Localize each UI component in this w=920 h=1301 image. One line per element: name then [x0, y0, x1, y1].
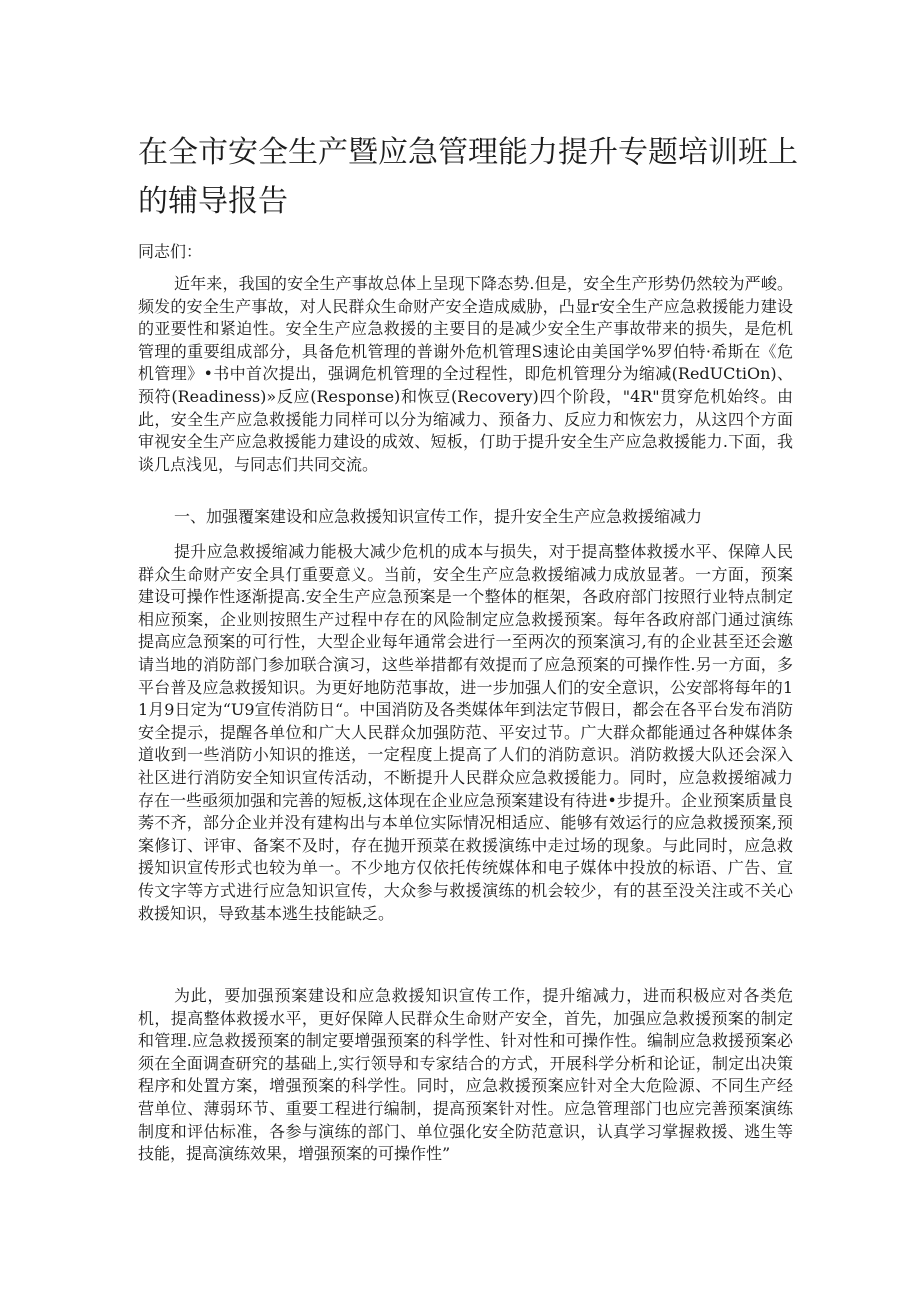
document-title: 在全市安全生产暨应急管理能力提升专题培训班上的辅导报告 — [138, 135, 798, 219]
paragraph-intro: 近年来，我国的安全生产事故总体上呈现下降态势.但是，安全生产形势仍然较为严峻。频发的安全生产事故，对人民群众生命财产安全造成威胁，凸显r安全生产应急救援能力建设的亚要性和紧迫性。安全生产应急救援的主要目的是减少安全生产事故带来的损失，是危机管理的重要组成部分，具备危机管理的普谢外危机管理S速论由美国学%罗伯特·希斯在《危机管理》•书中首次提出，强调危机管理的全过程性，即危机管理分为缩减(RedUCtiOn)、预符(Readiness)»反应(Response)和恢豆(Recovery)四个阶段，"4R"贯穿危机始终。由此，安全生产应急救援能力同样可以分为缩减力、预备力、反应力和恢宏力，从这四个方面审视安全生产应急救援能力建设的成效、短板，仃助于提升安全生产应急救援能力.下面，我谈几点浅见，与同志们共同交流。 — [138, 274, 793, 474]
paragraph-section-1-measures: 为此，要加强预案建设和应急救援知识宣传工作，提升缩减力，进而积极应对各类危机，提高整体救援水平，更好保障人民群众生命财产安全，首先，加强应急救援预案的制定和管理.应急救援预案的制定要增强预案的科学性、针对性和可操作性。编制应急救援预案必须在全面调查研究的基础上,实行领导和专家结合的方式，开展科学分析和论证，制定出决策程序和处置方案，增强预案的科学性。同时，应急救援预案应针对全大危险源、不同生产经营单位、薄弱环节、重要工程进行编制，提高预案针对性。应急管理部门也应完善预案演练制度和评估标准，各参与演练的部门、单位强化安全防范意识，认真学习掌握救援、逃生等技能，提高演练效果，增强预案的可操作性” — [138, 986, 793, 1164]
section-heading-1: 一、加强覆案建设和应急救援知识宣传工作，提升安全生产应急救援缩减力 — [174, 507, 703, 526]
paragraph-section-1-body: 提升应急救援缩减力能极大减少危机的成本与损失，对于提高整体救援水平、保障人民群众生命财产安全具仃重要意义。当前，安全生产应急救援缩减力成放显著。一方面，预案建设可操作性逐渐提高.安全生产应急预案是一个整体的框架，各政府部门按照行业特点制定相应预案，企业则按照生产过程中存在的风险制定应急救援预案。每年各政府部门通过演练提高应急预案的可行性，大型企业每年通常会进行一至两次的预案演习,有的企业甚至还会邀请当地的消防部门参加联合演习，这些举措都有效提而了应急预案的可操作性.另一方面，多平台普及应急救援知识。为更好地防范事故，进一步加强人们的安全意识，公安部将每年的11月9日定为“U9宣传消防日“。中国消防及各类媒体年到法定节假日，都会在各平台发布消防安全提示，提醒各单位和广大人民群众加强防范、平安过节。广大群众都能通过各种媒体条道收到一些消防小知识的推送，一定程度上提高了人们的消防意识。消防救援大队还会深入社区进行消防安全知识宣传活动，不断提升人民群众应急救援能力。同时，应急救援缩减力存在一些亟须加强和完善的短板,这体现在企业应急预案建设有待进•步提升。企业预案质量良莠不齐，部分企业并没有建构出与本单位实际情况相适应、能够有效运行的应急救援预案,预案修订、评审、备案不及时，存在抛开预菜在救援演练中走过场的现象。与此同时，应急救援知识宣传形式也较为单一。不少地方仅依托传统媒体和电子媒体中投放的标语、广告、宣传文字等方式进行应急知识宣传，大众参与救援演练的机会较少，有的甚至没关注或不关心救援知识，导致基本逃生技能缺乏。 — [138, 542, 793, 923]
salutation: 同志们： — [138, 242, 203, 261]
